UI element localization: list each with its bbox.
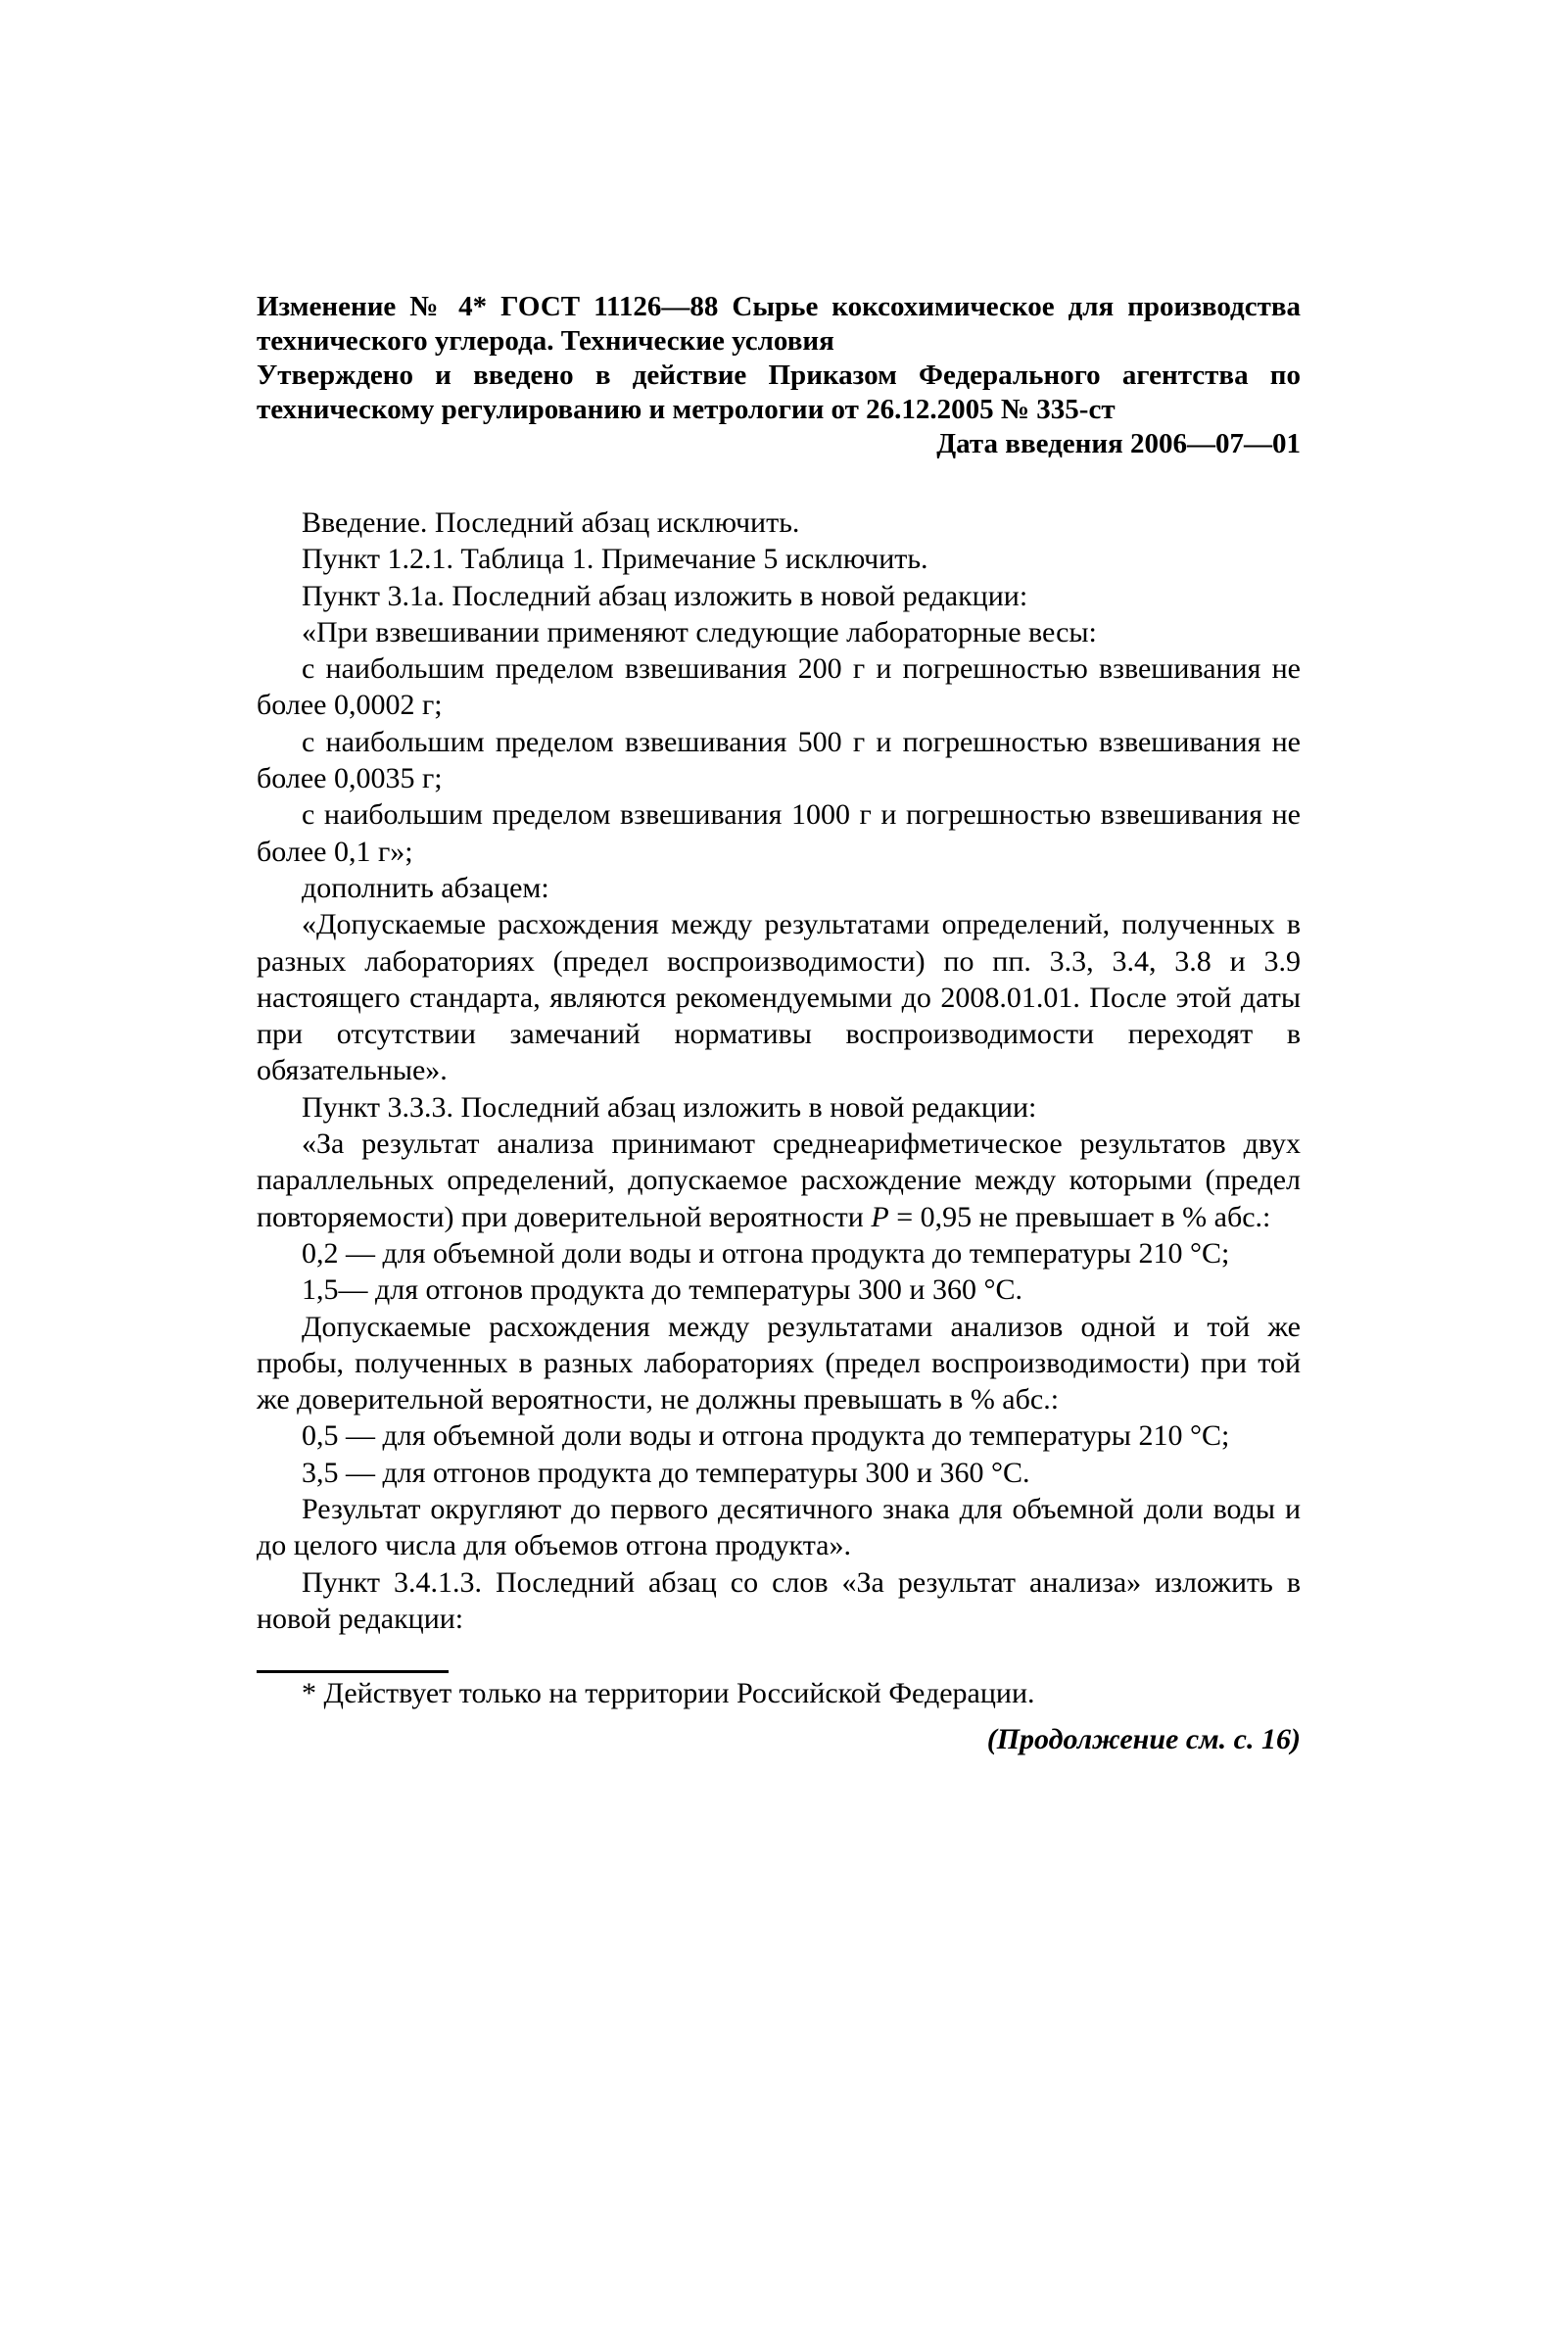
paragraph-reproducibility-intro: Допускаемые расхождения между результатами анализов одной и той же пробы, полученных в разных лабораториях (предел воспроизводимости) при той же доверительной вероятности, не должны превышать в % абс.:	[257, 1310, 1301, 1416]
paragraph-item-3-4-1-3: Пункт 3.4.1.3. Последний абзац со слов «За результат анализа» изложить в новой редакции:	[257, 1565, 1301, 1635]
paragraph-add-clause: дополнить абзацем:	[302, 871, 549, 904]
result-definition-tail: = 0,95 не превышает в % абс.:	[888, 1200, 1271, 1233]
paragraph-repeatability-distillates: 1,5— для отгонов продукта до температуры 300 и 360 °С.	[302, 1273, 1022, 1307]
paragraph-item-1-2-1: Пункт 1.2.1. Таблица 1. Примечание 5 исключить.	[302, 543, 928, 576]
amendment-header	[257, 290, 1301, 461]
effective-date: Дата введения 2006—07—01	[936, 428, 1301, 459]
paragraph-item-3-3-3: Пункт 3.3.3. Последний абзац изложить в новой редакции:	[302, 1090, 1037, 1124]
paragraph-repeatability-water: 0,2 — для объемной доли воды и отгона продукта до температуры 210 °С;	[302, 1236, 1230, 1270]
footnote: * Действует только на территории Российской Федерации.	[302, 1677, 1035, 1710]
paragraph-reproducibility-distillates: 3,5 — для отгонов продукта до температуры 300 и 360 °С.	[302, 1456, 1030, 1489]
paragraph-scales-500: с наибольшим пределом взвешивания 500 г и погрешностью взвешивания не более 0,0035 г;	[257, 725, 1301, 795]
amendment-title: Изменение № 4* ГОСТ 11126—88 Сырье коксохимическое для производства технического углерода. Технические условия	[257, 291, 1301, 357]
continuation-note: (Продолжение см. с. 16)	[986, 1723, 1301, 1756]
paragraph-scales-200: с наибольшим пределом взвешивания 200 г и погрешностью взвешивания не более 0,0002 г;	[257, 652, 1301, 722]
paragraph-item-3-1a: Пункт 3.1а. Последний абзац изложить в новой редакции:	[302, 579, 1028, 612]
amendment-body	[257, 504, 1301, 1637]
paragraph-rounding: Результат округляют до первого десятичного знака для объемной доли воды и до целого числа для объемов отгона продукта».	[257, 1493, 1301, 1562]
approval-statement: Утверждено и введено в действие Приказом Федерального агентства по техническому регулированию и метрологии от 26.12.2005 № 335-ст	[257, 360, 1301, 425]
footnote-divider	[257, 1670, 449, 1673]
probability-variable: P	[871, 1200, 889, 1233]
paragraph-result-definition	[257, 1126, 1301, 1235]
paragraph-reproducibility-water: 0,5 — для объемной доли воды и отгона продукта до температуры 210 °С;	[302, 1419, 1230, 1453]
paragraph-reproducibility-note: «Допускаемые расхождения между результатами определений, полученных в разных лабораториях (предел воспроизводимости) по пп. 3.3, 3.4, 3.8 и 3.9 настоящего стандарта, являются рекомендуемыми до 2008.01.01. После этой даты при отсутствии замечаний нормативы воспроизводимости переходят в обязательные».	[257, 908, 1301, 1087]
result-definition-text: «За результат анализа принимают среднеарифметическое результатов двух параллельных определений, допускаемое расхождение между которыми (предел повторяемости) при доверительной вероятности	[257, 1128, 1301, 1233]
document-page	[257, 290, 1301, 1757]
paragraph-introduction: Введение. Последний абзац исключить.	[302, 506, 800, 539]
paragraph-scales-intro: «При взвешивании применяют следующие лабораторные весы:	[302, 615, 1097, 648]
paragraph-scales-1000: с наибольшим пределом взвешивания 1000 г и погрешностью взвешивания не более 0,1 г»;	[257, 798, 1301, 868]
